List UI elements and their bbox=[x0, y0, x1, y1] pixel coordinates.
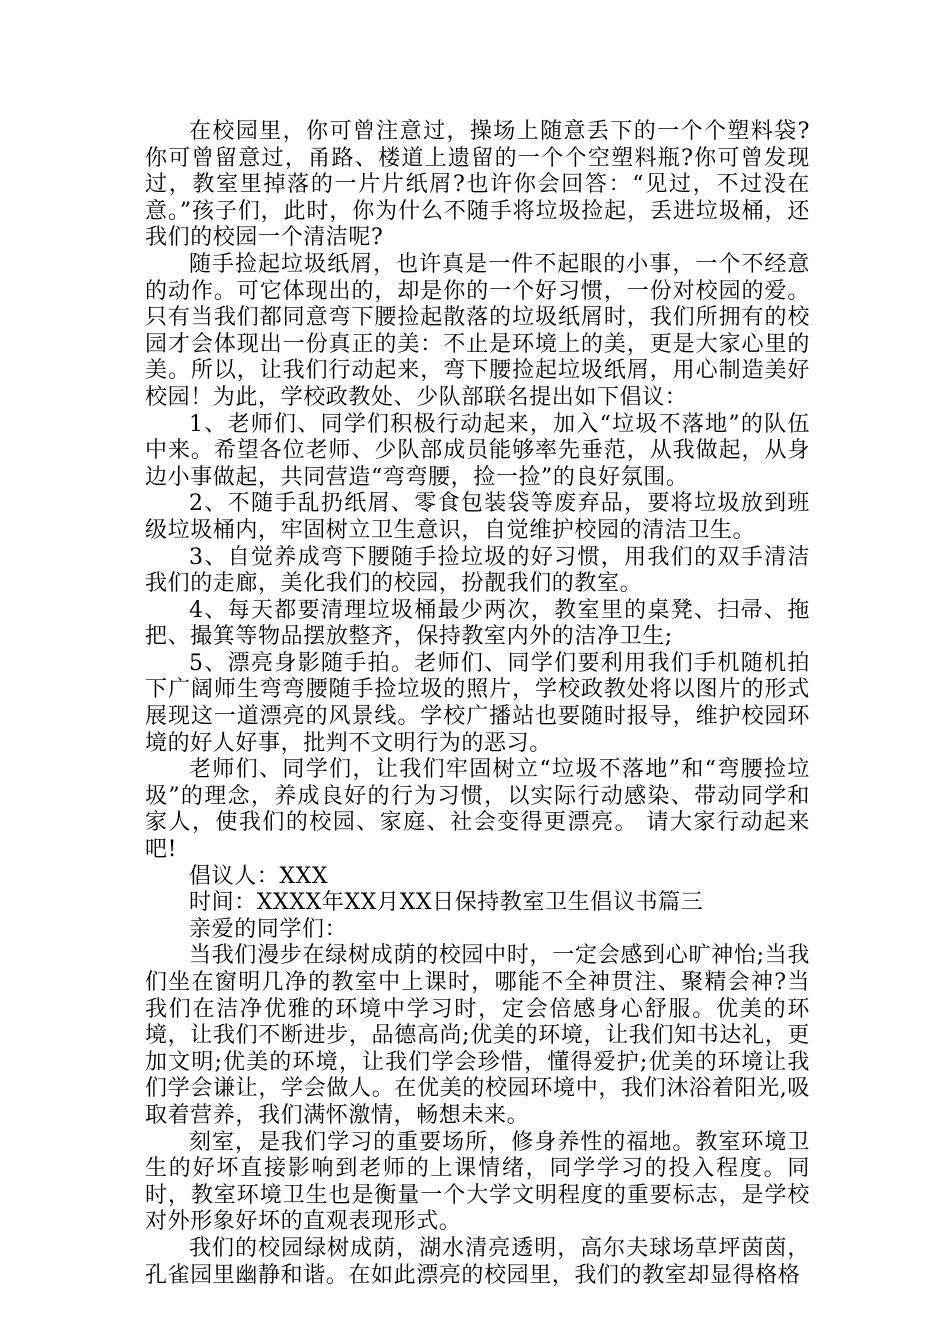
salutation: 亲爱的同学们： bbox=[189, 916, 348, 942]
proposal-item-1: 1、老师们、同学们积极行动起来，加入“垃圾不落地”的队伍中来。希望各位老师、少队部成员能够率先垂范，从我做起，从身边小事做起，共同营造“弯弯腰，捡一捡”的良好氛围。 bbox=[145, 411, 810, 490]
paragraph-beautiful-environment: 当我们漫步在绿树成荫的校园中时，一定会感到心旷神怡;当我们坐在窗明几净的教室中上课时，哪能不全神贯注、聚精会神?当我们在洁净优雅的环境中学习时，定会倍感身心舒服。优美的环境，让我们不断进步，品德高尚;优美的环境，让我们知书达礼，更加文明;优美的环境，让我们学会珍惜，懂得爱护;优美的环境让我们学会谦让，学会做人。在优美的校园环境中，我们沐浴着阳光,吸取着营养，我们满怀激情，畅想未来。 bbox=[145, 943, 810, 1128]
proposal-item-2: 2、不随手乱扔纸屑、零食包装袋等废弃品，要将垃圾放到班级垃圾桶内，牢固树立卫生意识，自觉维护校园的清洁卫生。 bbox=[145, 491, 810, 543]
paragraph-campus-description: 我们的校园绿树成荫，湖水清亮透明，高尔夫球场草坪茵茵，孔雀园里幽静和谐。在如此漂亮的校园里，我们的教室却显得格格 bbox=[145, 1235, 810, 1288]
paragraph-pick-up-litter: 随手捡起垃圾纸屑，也许真是一件不起眼的小事，一个不经意的动作。可它体现出的，却是你的一个好习惯，一份对校园的爱。只有当我们都同意弯下腰捡起散落的垃圾纸屑时，我们所拥有的校园才会体现出一份真正的美：不止是环境上的美，更是大家心里的美。所以，让我们行动起来，弯下腰捡起垃圾纸屑，用心制造美好校园！为此，学校政教处、少队部联名提出如下倡议： bbox=[145, 251, 810, 410]
proposal-item-3: 3、自觉养成弯下腰随手捡垃圾的好习惯，用我们的双手清洁我们的走廊，美化我们的校园，扮靓我们的教室。 bbox=[145, 544, 810, 597]
date-and-section-title: 时间：XXXX年XX月XX日保持教室卫生倡议书篇三 bbox=[189, 890, 704, 916]
proposal-item-5: 5、漂亮身影随手拍。老师们、同学们要利用我们手机随机拍下广阔师生弯弯腰随手捡垃圾的照片，学校政教处将以图片的形式展现这一道漂亮的风景线。学校广播站也要随时报导，维护校园环境的好人好事，批判不文明行为的恶习。 bbox=[145, 650, 810, 756]
document-page bbox=[145, 119, 810, 1289]
proposer-line: 倡议人：XXX bbox=[189, 863, 329, 889]
proposal-item-4: 4、每天都要清理垃圾桶最少两次，教室里的桌凳、扫帚、拖把、撮箕等物品摆放整齐，保持教室内外的洁净卫生; bbox=[145, 597, 810, 650]
paragraph-classroom-importance: 刻室，是我们学习的重要场所，修身养性的福地。教室环境卫生的好坏直接影响到老师的上课情绪，同学学习的投入程度。同时，教室环境卫生也是衡量一个大学文明程度的重要标志，是学校对外形象好坏的直观表现形式。 bbox=[145, 1129, 810, 1235]
paragraph-call-to-action: 老师们、同学们，让我们牢固树立“垃圾不落地”和“弯腰捡垃圾”的理念，养成良好的行为习惯，以实际行动感染、带动同学和家人，使我们的校园、家庭、社会变得更漂亮。 请大家行动起来吧! bbox=[145, 757, 810, 863]
paragraph-intro-question: 在校园里，你可曾注意过，操场上随意丢下的一个个塑料袋?你可曾留意过，甬路、楼道上遗留的一个个空塑料瓶?你可曾发现过，教室里掉落的一片片纸屑?也许你会回答：“见过，不过没在意。”孩子们，此时，你为什么不随手将垃圾捡起，丢进垃圾桶，还我们的校园一个清洁呢? bbox=[145, 119, 810, 251]
